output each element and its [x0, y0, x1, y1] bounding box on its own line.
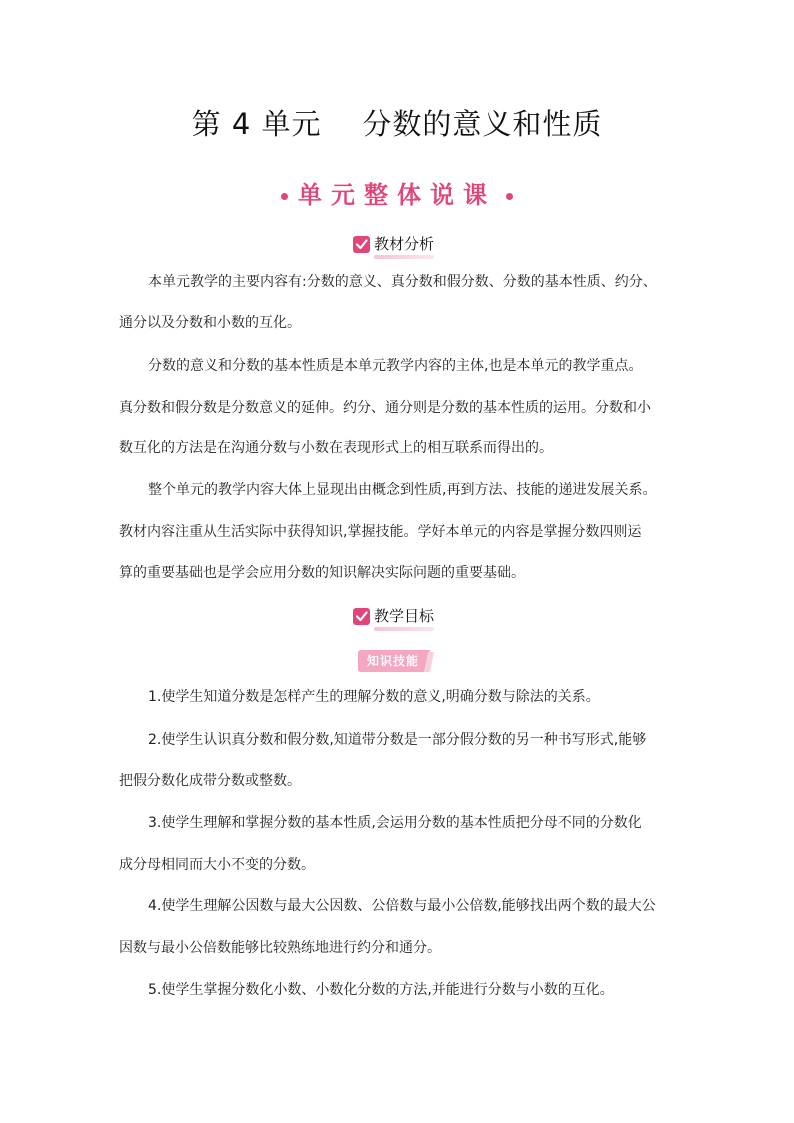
- goals-heading-text: 教学目标: [374, 605, 434, 628]
- materials-line-5: 数互化的方法是在沟通分数与小数在表现形式上的相互联系而得出的。: [119, 440, 553, 456]
- badge-text: 知识技能: [366, 654, 419, 668]
- left-dot-icon: [281, 193, 288, 200]
- materials-heading: [353, 232, 434, 256]
- goals-line-1: 1.使学生知道分数是怎样产生的理解分数的意义,明确分数与除法的关系。: [148, 689, 600, 705]
- heading-underline: [374, 627, 434, 631]
- goals-line-7: 因数与最小公倍数能够比较熟练地进行约分和通分。: [119, 940, 441, 956]
- materials-heading-text: 教材分析: [374, 233, 434, 256]
- heading-underline: [374, 255, 434, 259]
- materials-line-8: 算的重要基础也是学会应用分数的知识解决实际问题的重要基础。: [119, 565, 525, 581]
- materials-line-6: 整个单元的教学内容大体上显现出由概念到性质,再到方法、技能的递进发展关系。: [148, 482, 657, 498]
- materials-line-3: 分数的意义和分数的基本性质是本单元教学内容的主体,也是本单元的教学重点。: [148, 358, 643, 374]
- goals-line-4: 3.使学生理解和掌握分数的基本性质,会运用分数的基本性质把分母不同的分数化: [148, 815, 642, 831]
- materials-line-4: 真分数和假分数是分数意义的延伸。约分、通分则是分数的基本性质的运用。分数和小: [119, 400, 651, 416]
- goals-line-6: 4.使学生理解公因数与最大公因数、公倍数与最小公倍数,能够找出两个数的最大公: [148, 898, 656, 914]
- materials-line-1: 本单元教学的主要内容有:分数的意义、真分数和假分数、分数的基本性质、约分、: [148, 274, 657, 290]
- right-dot-icon: [506, 193, 513, 200]
- section-banner: [0, 178, 794, 212]
- unit-title: 第 4 单元 分数的意义和性质: [191, 107, 603, 141]
- materials-line-2: 通分以及分数和小数的互化。: [119, 315, 301, 331]
- banner-text: 单元整体说课: [298, 181, 496, 209]
- goals-line-5: 成分母相同而大小不变的分数。: [119, 857, 315, 873]
- pink-check-icon: [353, 608, 370, 625]
- goals-line-3: 把假分数化成带分数或整数。: [119, 773, 301, 789]
- knowledge-skills-badge: [358, 650, 434, 672]
- pink-check-icon: [353, 236, 370, 253]
- goals-heading: [353, 604, 434, 628]
- goals-line-2: 2.使学生认识真分数和假分数,知道带分数是一部分假分数的另一种书写形式,能够: [148, 732, 647, 748]
- goals-line-8: 5.使学生掌握分数化小数、小数化分数的方法,并能进行分数与小数的互化。: [148, 982, 614, 998]
- materials-line-7: 教材内容注重从生活实际中获得知识,掌握技能。学好本单元的内容是掌握分数四则运: [119, 524, 642, 540]
